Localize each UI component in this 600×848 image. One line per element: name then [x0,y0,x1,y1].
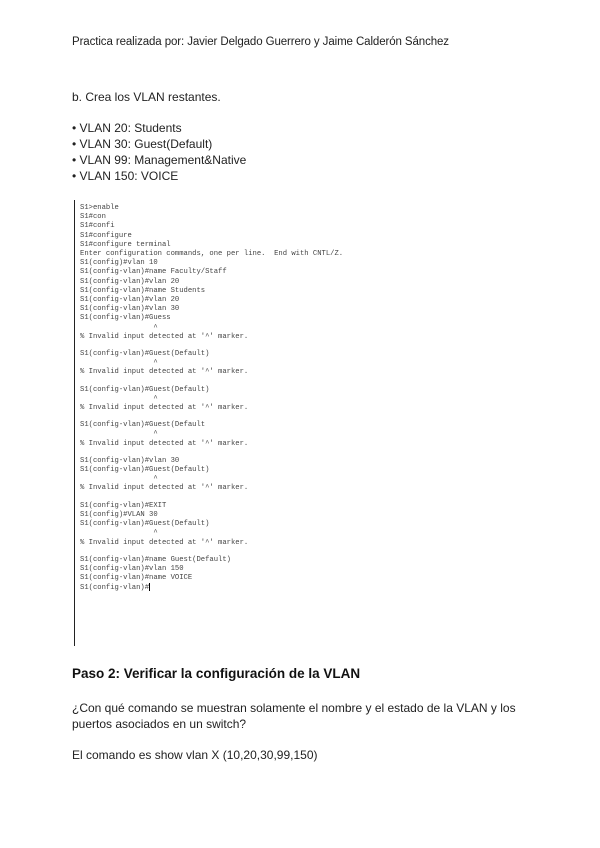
terminal-line: % Invalid input detected at '^' marker. [80,332,249,341]
page-header: Practica realizada por: Javier Delgado Guerrero y Jaime Calderón Sánchez [72,36,449,48]
terminal-line: S1(config-vlan)#Guess [80,314,171,323]
vlan-list-item: • VLAN 30: Guest(Default) [72,136,246,152]
vlan-list-item: • VLAN 150: VOICE [72,168,246,184]
terminal-line: S1(config-vlan)#Guest(Default) [80,350,210,359]
step-heading: Paso 2: Verificar la configuración de la VLAN [72,666,361,681]
vlan-list [72,120,246,184]
terminal-line: % Invalid input detected at '^' marker. [80,538,249,547]
terminal-blank-line [80,449,304,457]
terminal-line: % Invalid input detected at '^' marker. [80,404,249,413]
terminal-line: ^ [80,394,158,403]
terminal-line: S1(config-vlan)#name Faculty/Staff [80,268,227,277]
terminal-line: S1(config-vlan)#name Guest(Default) [80,555,231,564]
terminal-line: S1(config-vlan)#Guest(Default [80,421,206,430]
terminal-blank-line [80,494,304,502]
terminal-line: ^ [80,323,158,332]
terminal-blank-line [80,548,304,556]
terminal-blank-line [80,342,304,350]
terminal-line: S1(config-vlan)#Guest(Default) [80,520,210,529]
terminal-line: % Invalid input detected at '^' marker. [80,368,249,377]
terminal-line: S1(config-vlan)#EXIT [80,501,167,510]
terminal-screenshot [74,200,344,646]
terminal-line: Enter configuration commands, one per line. End with CNTL/Z. [80,250,344,259]
terminal-line: S1#configure [80,231,132,240]
terminal-line: S1(config-vlan)#vlan 20 [80,296,180,305]
terminal-line: S1(config-vlan)#Guest(Default) [80,385,210,394]
terminal-line: S1(config-vlan)#Guest(Default) [80,466,210,475]
terminal-line: ^ [80,359,158,368]
terminal-blank-line [80,413,304,421]
section-subtitle: b. Crea los VLAN restantes. [72,90,221,104]
terminal-line: % Invalid input detected at '^' marker. [80,484,249,493]
terminal-line: S1(config-vlan)#name Students [80,286,206,295]
terminal-line: S1>enable [80,204,119,212]
terminal-line: S1(config-vlan)#vlan 30 [80,456,180,465]
vlan-list-item: • VLAN 20: Students [72,120,246,136]
terminal-line: % Invalid input detected at '^' marker. [80,439,249,448]
terminal-line: ^ [80,430,158,439]
terminal-line: S1(config-vlan)#vlan 150 [80,564,184,573]
terminal-line: S1(config-vlan)#name VOICE [80,574,193,583]
terminal-line: S1(config)#vlan 10 [80,259,158,268]
terminal-line: S1(config-vlan)#vlan 20 [80,277,180,286]
terminal-line: S1(config-vlan)# [80,584,150,593]
terminal-line: S1#con [80,213,106,222]
vlan-list-item: • VLAN 99: Management&Native [72,152,246,168]
terminal-blank-line [80,378,304,386]
terminal-line: S1(config-vlan)#vlan 30 [80,305,180,314]
terminal-line: S1(config)#VLAN 30 [80,510,158,519]
answer-text: El comando es show vlan X (10,20,30,99,150) [72,748,318,762]
terminal-line: S1#configure terminal [80,240,171,249]
terminal-line: ^ [80,475,158,484]
terminal-line: S1#confi [80,222,115,231]
terminal-line: ^ [80,529,158,538]
question-text: ¿Con qué comando se muestran solamente el nombre y el estado de la VLAN y los puertos asociados en un switch? [72,701,516,731]
terminal-cursor [149,583,150,591]
